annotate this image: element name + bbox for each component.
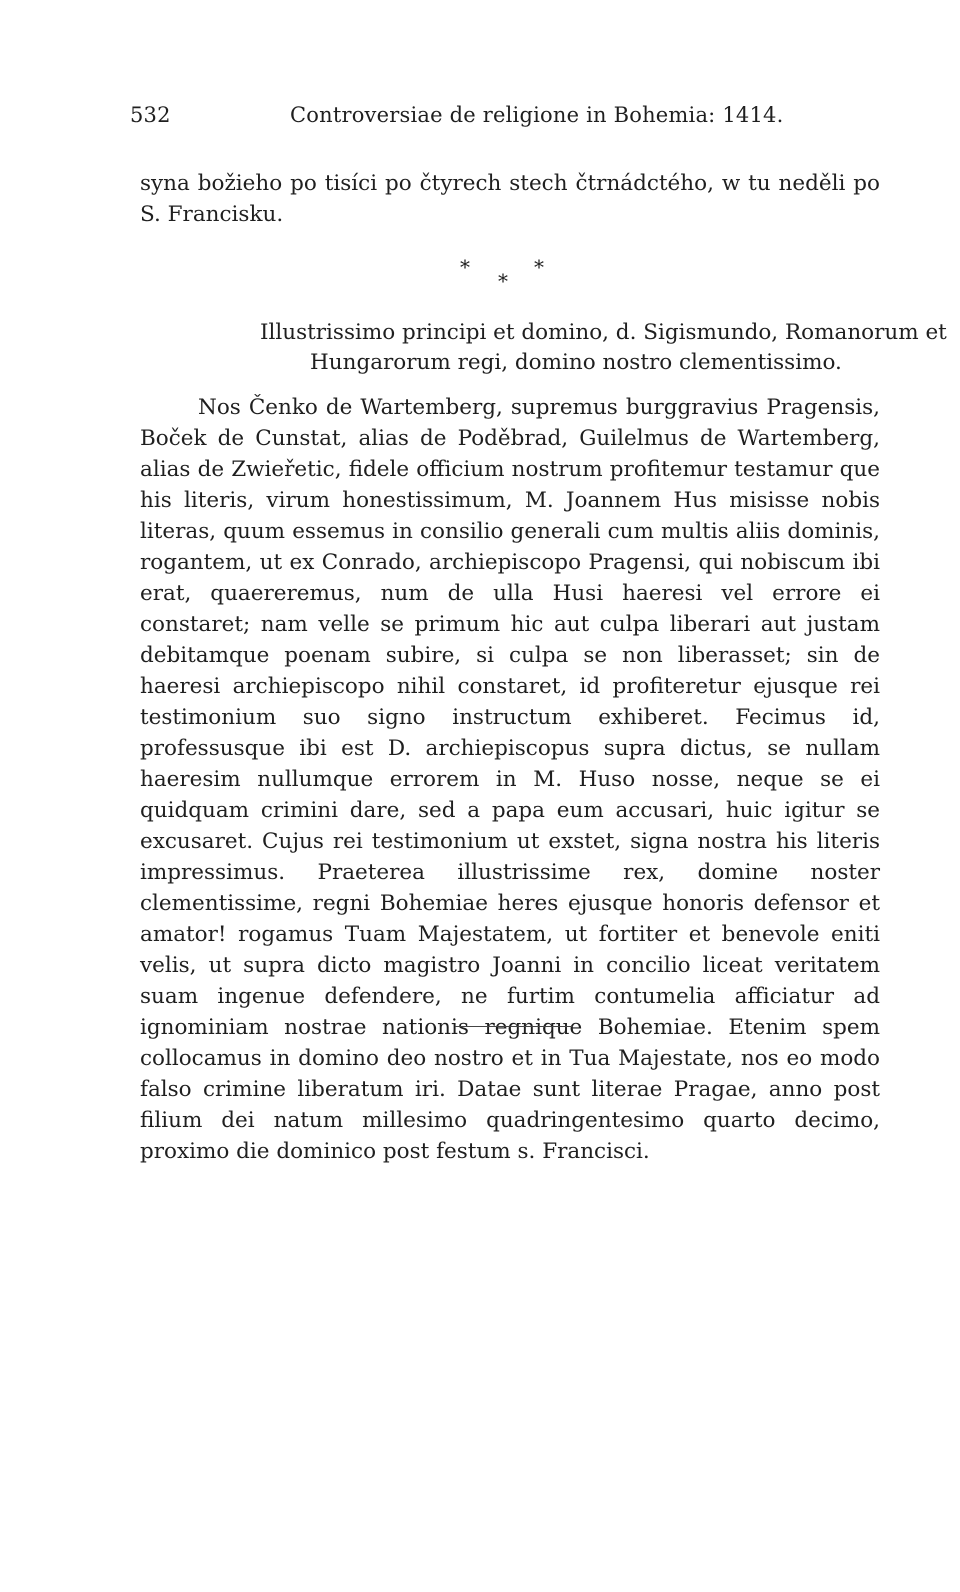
- address-line: Illustrissimo principi et domino, d. Sigismundo, Romanorum et: [260, 320, 947, 345]
- running-title: Controversiae de religione in Bohemia: 1414.: [290, 103, 784, 127]
- separator-star: *: [498, 269, 508, 293]
- separator-star: *: [460, 255, 470, 279]
- separator-star: *: [534, 255, 544, 279]
- end-rule: [455, 1026, 573, 1027]
- intro-paragraph: syna božieho po tisíci po čtyrech stech čtrnádctého, w tu neděli po S. Francisku.: [140, 171, 880, 227]
- section-separator: [460, 255, 550, 295]
- letter-body: Nos Čenko de Wartemberg, supremus burggravius Pragensis, Boček de Cunstat, alias de Poděbrad, Guilelmus de Wartemberg, alias de Zwieřetic, fidele officium nostrum profitemur testamur que his literis, virum honestissimum, M. Joannem Hus misisse nobis literas, quum essemus in consilio generali cum multis aliis dominis, rogantem, ut ex Conrado, archiepiscopo Pragensi, qui nobiscum ibi erat, quaereremus, num de ulla Husi haeresi vel errore ei constaret; nam velle se primum hic aut culpa liberari aut justam debitamque poenam subire, si culpa se non liberasset; sin de haeresi archiepiscopo nihil constaret, id profiteretur ejusque rei testimonium suo signo instructum exhiberet. Fecimus id, professusque ibi est D. archiepiscopus supra dictus, se nullam haeresim nullumque errorem in M. Huso nosse, neque se ei quidquam crimini dare, sed a papa eum accusari, huic igitur se excusaret. Cujus rei testimonium ut exstet, signa nostra his literis impressimus. Praeterea illustrissime rex, domine noster clementissime, regni Bohemiae heres ejusque honoris defensor et amator! rogamus Tuam Majestatem, ut fortiter et benevole eniti velis, ut supra dicto magistro Joanni in concilio liceat veritatem suam ingenue defendere, ne furtim contumelia afficiatur ad ignominiam nostrae nationis regnique Bohemiae. Etenim spem collocamus in domino deo nostro et in Tua Majestate, nos eo modo falso crimine liberatum iri. Datae sunt literae Pragae, anno post filium dei natum millesimo quadringentesimo quarto decimo, proximo die dominico post festum s. Francisci.: [140, 395, 880, 1164]
- address-line: Hungarorum regi, domino nostro clementissimo.: [310, 350, 842, 375]
- page-number: 532: [130, 103, 171, 127]
